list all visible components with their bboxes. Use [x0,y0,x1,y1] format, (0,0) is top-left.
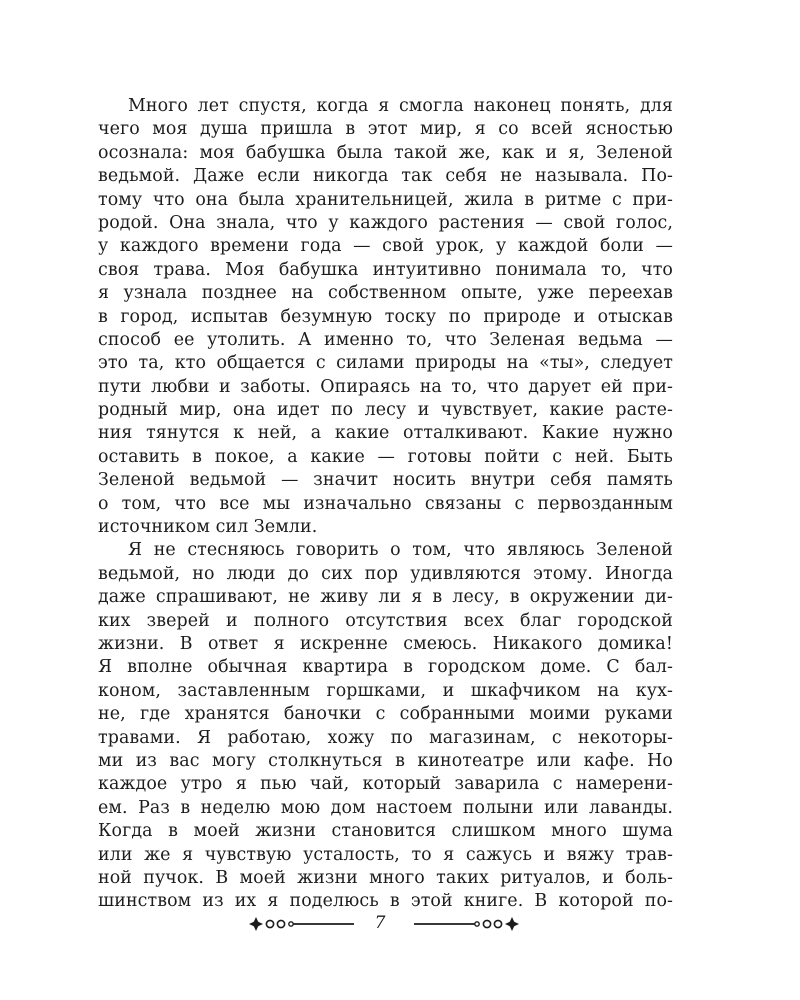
text-line: оставить в покое, а какие — готовы пойти с ней. Быть [98,446,673,467]
text-line: я узнала позднее на собственном опыте, уже переехав [98,283,673,304]
text-line: Много лет спустя, когда я смогла наконец понять, для [128,96,673,116]
text-line: тому что она была хранительницей, жила в ритме с при- [98,189,673,210]
text-line: коном, заставленным горшками, и шкафчиком на кух- [98,680,673,701]
text-line: Зеленой ведьмой — значит носить внутри себя память [98,470,673,491]
page-number: 7 [374,913,386,933]
text-line: в город, испытав безумную тоску по природе и отыскав [98,306,673,327]
text-line: осознала: моя бабушка была такой же, как и я, Зеленой [98,142,673,163]
text-line: даже спрашивают, не живу ли я в лесу, в окружении ди- [98,587,673,608]
text-line: чего моя душа пришла в этот мир, я со всей ясностью [98,119,673,140]
text-line: или же я чувствую усталость, то я сажусь и вяжу трав- [98,844,673,865]
right-ornament-icon [410,908,520,938]
text-line: ной пучок. В моей жизни много таких ритуалов, и боль- [98,867,673,888]
text-line: ких зверей и полного отсутствия всех благ городской [98,610,673,631]
body-text [98,95,673,914]
text-line: родный мир, она идет по лесу и чувствует, какие расте- [98,400,673,421]
text-line: о том, что все мы изначально связаны с первозданным [98,493,673,514]
left-ornament-icon [248,908,358,938]
page-footer [0,908,800,940]
text-line: своя трава. Моя бабушка интуитивно понимала то, что [98,259,673,280]
text-line: ния тянутся к ней, а какие отталкивают. Какие нужно [98,423,673,444]
text-line: источником сил Земли. [98,517,318,538]
text-line: у каждого времени года — свой урок, у каждой боли — [98,236,673,257]
text-line: ведьмой. Даже если никогда так себя не называла. По- [98,166,673,187]
text-line: травами. Я работаю, хожу по магазинам, с некоторы- [98,727,673,748]
text-line: шинством из их я поделюсь в этой книге. В которой по- [98,891,673,912]
text-line: Я вполне обычная квартира в городском доме. С бал- [98,657,673,678]
text-line: не, где хранятся баночки с собранными моими руками [98,704,673,725]
text-line: Когда в моей жизни становится слишком много шума [98,821,673,842]
text-line: это та, кто общается с силами природы на «ты», следует [98,353,673,374]
text-line: ми из вас могу столкнуться в кинотеатре или кафе. Но [98,750,673,771]
text-line: родой. Она знала, что у каждого растения — свой голос, [98,212,673,233]
text-line: способ ее утолить. А именно то, что Зеленая ведьма — [98,329,673,350]
text-line: ведьмой, но люди до сих пор удивляются этому. Иногда [98,563,673,584]
text-line: Я не стесняюсь говорить о том, что являюсь Зеленой [128,540,673,561]
text-line: жизни. В ответ я искренне смеюсь. Никакого домика! [98,633,673,654]
text-line: каждое утро я пью чай, который заварила с намерени- [98,774,673,795]
text-line: пути любви и заботы. Опираясь на то, что дарует ей при- [98,376,673,397]
text-line: ем. Раз в неделю мою дом настоем полыни или лаванды. [98,797,673,818]
